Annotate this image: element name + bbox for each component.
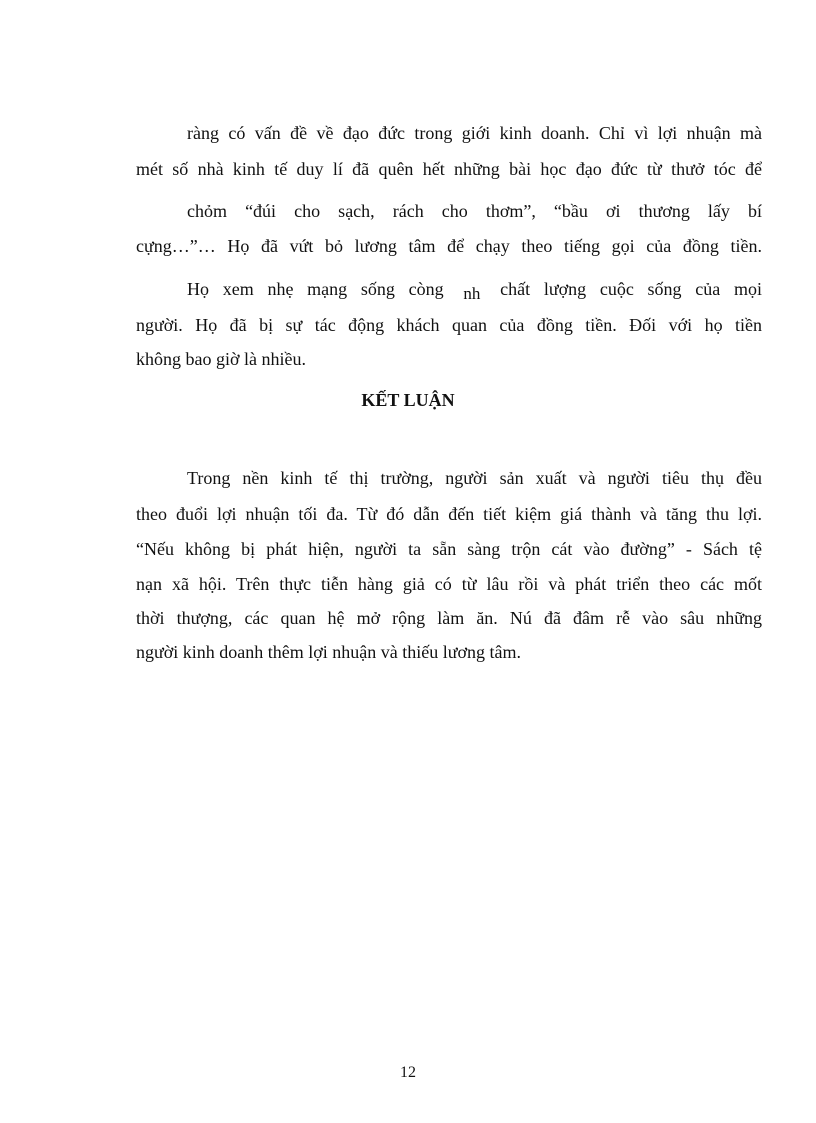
paragraph-3-line-5: thời thượng, các quan hệ mở rộng làm ăn. Nú đã đâm rễ vào sâu những [136, 608, 762, 628]
paragraph-1-line-4: cựng…”… Họ đã vứt bỏ lương tâm để chạy theo tiếng gọi của đồng tiền. [136, 236, 762, 256]
paragraph-3-line-4: nạn xã hội. Trên thực tiễn hàng giả có từ lâu rồi và phát triển theo các mốt [136, 574, 762, 594]
paragraph-2-line-3: không bao giờ là nhiều. [136, 349, 306, 369]
section-heading: KẾT LUẬN [361, 390, 455, 410]
paragraph-2-line-1 [187, 277, 762, 302]
paragraph-3-line-3: “Nếu không bị phát hiện, người ta sẵn sàng trộn cát vào đường” - Sách tệ [136, 539, 762, 559]
paragraph-2-line-1-end: chất lượng cuộc sống của mọi [500, 279, 762, 299]
paragraph-1-line-2: mét số nhà kinh tế duy lí đã quên hết những bài học đạo đức từ thưở tóc để [136, 159, 762, 179]
paragraph-3-line-1: Trong nền kinh tế thị trường, người sản xuất và người tiêu thụ đều [187, 468, 762, 488]
paragraph-3-line-6: người kinh doanh thêm lợi nhuận và thiếu lương tâm. [136, 642, 522, 662]
page-number: 12 [400, 1064, 416, 1077]
paragraph-2-inline-fragment: nh [463, 284, 481, 303]
paragraph-2-line-2: người. Họ đã bị sự tác động khách quan của đồng tiền. Đối với họ tiền [136, 315, 762, 335]
paragraph-1-line-1: ràng có vấn đề về đạo đức trong giới kinh doanh. Chỉ vì lợi nhuận mà [187, 123, 762, 143]
paragraph-3-line-2: theo đuổi lợi nhuận tối đa. Từ đó dẫn đến tiết kiệm giá thành và tăng thu lợi. [136, 504, 762, 524]
paragraph-2-line-1-start: Họ xem nhẹ mạng sống còng [187, 279, 444, 299]
paragraph-1-line-3: chỏm “đúi cho sạch, rách cho thơm”, “bầu ơi thương lấy bí [187, 201, 762, 221]
